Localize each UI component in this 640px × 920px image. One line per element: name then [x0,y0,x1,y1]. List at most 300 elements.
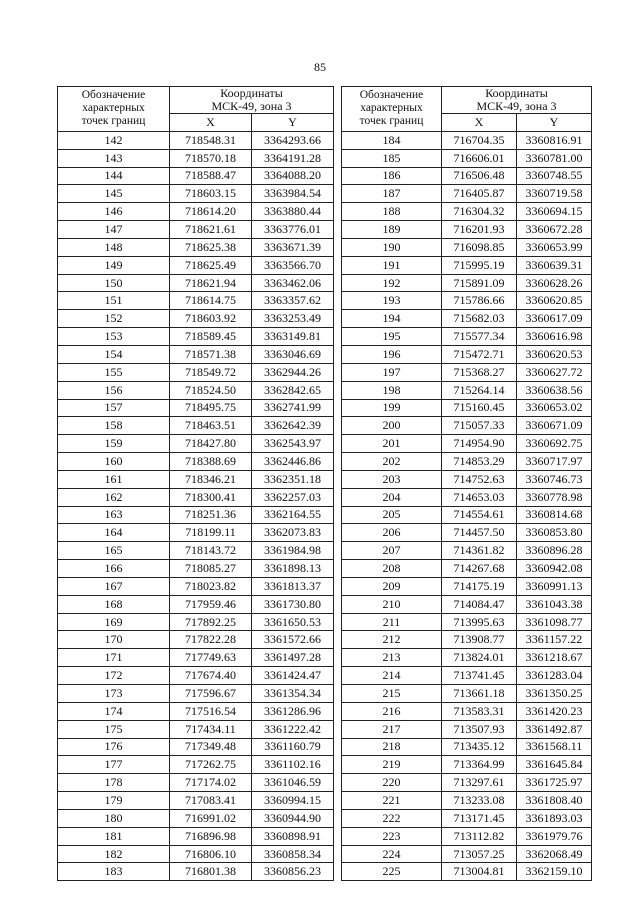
point-number: 166 [58,560,170,578]
x-coordinate: 715057.33 [442,417,517,435]
point-number: 148 [58,238,170,256]
point-number: 184 [342,131,442,149]
table-row [342,453,592,471]
table-row [58,399,334,417]
y-coordinate: 3360671.09 [517,417,592,435]
table-row [58,274,334,292]
point-number: 176 [58,738,170,756]
x-coordinate: 716704.35 [442,131,517,149]
y-coordinate: 3360719.58 [517,185,592,203]
x-coordinate: 718495.75 [170,399,252,417]
table-row [58,488,334,506]
x-coordinate: 714175.19 [442,577,517,595]
point-number: 201 [342,435,442,453]
y-coordinate: 3360853.80 [517,524,592,542]
x-coordinate: 717516.54 [170,702,252,720]
table-row [342,792,592,810]
table-row [342,738,592,756]
point-number: 178 [58,774,170,792]
table-row [342,488,592,506]
y-coordinate: 3363671.39 [252,238,334,256]
y-coordinate: 3361568.11 [517,738,592,756]
point-number: 206 [342,524,442,542]
y-coordinate: 3360620.53 [517,345,592,363]
point-number: 211 [342,613,442,631]
x-coordinate: 715472.71 [442,345,517,363]
x-coordinate: 718621.94 [170,274,252,292]
header-y: Y [517,114,592,132]
table-row [342,845,592,863]
table-row [58,863,334,881]
y-coordinate: 3360942.08 [517,560,592,578]
x-coordinate: 717674.40 [170,667,252,685]
x-coordinate: 716201.93 [442,221,517,239]
point-number: 167 [58,577,170,595]
x-coordinate: 716991.02 [170,809,252,827]
header-point-line: характерных [360,102,423,115]
x-coordinate: 718549.72 [170,363,252,381]
point-number: 194 [342,310,442,328]
point-number: 150 [58,274,170,292]
x-coordinate: 713908.77 [442,631,517,649]
y-coordinate: 3361813.37 [252,577,334,595]
table-body-left [58,131,334,880]
x-coordinate: 715368.27 [442,363,517,381]
table-row [342,256,592,274]
point-number: 196 [342,345,442,363]
table-row [342,435,592,453]
y-coordinate: 3360991.13 [517,577,592,595]
x-coordinate: 718625.49 [170,256,252,274]
table-row [342,131,592,149]
y-coordinate: 3361497.28 [252,649,334,667]
table-row [342,506,592,524]
header-point-line: Обозначение [359,89,424,102]
point-number: 199 [342,399,442,417]
y-coordinate: 3362073.83 [252,524,334,542]
table-row [58,542,334,560]
y-coordinate: 3362257.03 [252,488,334,506]
point-number: 147 [58,221,170,239]
y-coordinate: 3360628.26 [517,274,592,292]
y-coordinate: 3364191.28 [252,149,334,167]
point-number: 173 [58,685,170,703]
point-number: 215 [342,685,442,703]
y-coordinate: 3361043.38 [517,595,592,613]
point-number: 161 [58,470,170,488]
x-coordinate: 715264.14 [442,381,517,399]
point-number: 220 [342,774,442,792]
y-coordinate: 3361979.76 [517,827,592,845]
point-number: 212 [342,631,442,649]
y-coordinate: 3363149.81 [252,328,334,346]
table-row [58,631,334,649]
x-coordinate: 718570.18 [170,149,252,167]
table-row [58,738,334,756]
point-number: 172 [58,667,170,685]
table-row [58,667,334,685]
header-x: X [170,114,252,132]
table-row [342,827,592,845]
y-coordinate: 3364088.20 [252,167,334,185]
point-number: 144 [58,167,170,185]
header-point-line: характерных [82,102,145,115]
x-coordinate: 714267.68 [442,560,517,578]
x-coordinate: 715160.45 [442,399,517,417]
point-number: 160 [58,453,170,471]
y-coordinate: 3362642.39 [252,417,334,435]
y-coordinate: 3360944.90 [252,809,334,827]
x-coordinate: 717349.48 [170,738,252,756]
table-row [342,774,592,792]
y-coordinate: 3362351.18 [252,470,334,488]
table-row [58,792,334,810]
y-coordinate: 3360858.34 [252,845,334,863]
x-coordinate: 713297.61 [442,774,517,792]
y-coordinate: 3360814.68 [517,506,592,524]
point-number: 156 [58,381,170,399]
table-row [342,649,592,667]
y-coordinate: 3360692.75 [517,435,592,453]
x-coordinate: 713004.81 [442,863,517,881]
header-point-designation [58,87,170,132]
table-row [342,149,592,167]
y-coordinate: 3361898.13 [252,560,334,578]
x-coordinate: 716806.10 [170,845,252,863]
point-number: 189 [342,221,442,239]
table-row [58,203,334,221]
y-coordinate: 3363880.44 [252,203,334,221]
point-number: 205 [342,506,442,524]
x-coordinate: 715577.34 [442,328,517,346]
header-point-line: точек границ [359,115,424,128]
x-coordinate: 716405.87 [442,185,517,203]
point-number: 198 [342,381,442,399]
table-row [342,185,592,203]
point-number: 217 [342,720,442,738]
x-coordinate: 714853.29 [442,453,517,471]
x-coordinate: 715891.09 [442,274,517,292]
y-coordinate: 3361984.98 [252,542,334,560]
x-coordinate: 714457.50 [442,524,517,542]
point-number: 174 [58,702,170,720]
table-row [342,542,592,560]
x-coordinate: 718548.31 [170,131,252,149]
point-number: 210 [342,595,442,613]
y-coordinate: 3360994.15 [252,792,334,810]
point-number: 171 [58,649,170,667]
point-number: 169 [58,613,170,631]
y-coordinate: 3360694.15 [517,203,592,221]
point-number: 164 [58,524,170,542]
table-row [342,363,592,381]
x-coordinate: 715682.03 [442,310,517,328]
x-coordinate: 713995.63 [442,613,517,631]
point-number: 186 [342,167,442,185]
point-number: 187 [342,185,442,203]
point-number: 175 [58,720,170,738]
table-row [58,470,334,488]
point-number: 204 [342,488,442,506]
table-row [58,720,334,738]
y-coordinate: 3363984.54 [252,185,334,203]
x-coordinate: 716606.01 [442,149,517,167]
x-coordinate: 713171.45 [442,809,517,827]
y-coordinate: 3361157.22 [517,631,592,649]
x-coordinate: 718346.21 [170,470,252,488]
x-coordinate: 718023.82 [170,577,252,595]
point-number: 168 [58,595,170,613]
header-y: Y [252,114,334,132]
y-coordinate: 3361160.79 [252,738,334,756]
table-row [58,506,334,524]
y-coordinate: 3360672.28 [517,221,592,239]
point-number: 177 [58,756,170,774]
x-coordinate: 718300.41 [170,488,252,506]
y-coordinate: 3362543.97 [252,435,334,453]
y-coordinate: 3361354.34 [252,685,334,703]
point-number: 200 [342,417,442,435]
x-coordinate: 713057.25 [442,845,517,863]
x-coordinate: 717174.02 [170,774,252,792]
point-number: 188 [342,203,442,221]
table-row [58,221,334,239]
y-coordinate: 3360778.98 [517,488,592,506]
y-coordinate: 3363776.01 [252,221,334,239]
point-number: 158 [58,417,170,435]
point-number: 203 [342,470,442,488]
coordinates-table-right [341,86,592,881]
point-number: 195 [342,328,442,346]
point-number: 142 [58,131,170,149]
y-coordinate: 3361645.84 [517,756,592,774]
table-row [342,381,592,399]
x-coordinate: 716801.38 [170,863,252,881]
point-number: 223 [342,827,442,845]
table-row [342,417,592,435]
y-coordinate: 3363462.06 [252,274,334,292]
table-row [342,203,592,221]
table-row [58,595,334,613]
point-number: 183 [58,863,170,881]
y-coordinate: 3361350.25 [517,685,592,703]
table-row [58,345,334,363]
point-number: 152 [58,310,170,328]
point-number: 157 [58,399,170,417]
table-row [58,845,334,863]
point-number: 170 [58,631,170,649]
x-coordinate: 714554.61 [442,506,517,524]
table-row [58,185,334,203]
y-coordinate: 3361283.04 [517,667,592,685]
table-row [58,756,334,774]
x-coordinate: 717822.28 [170,631,252,649]
header-coordinate-system: МСК-49, зона 3 [211,99,292,113]
table-row [342,595,592,613]
table-row [58,417,334,435]
x-coordinate: 718621.61 [170,221,252,239]
table-row [58,702,334,720]
y-coordinate: 3360627.72 [517,363,592,381]
table-row [342,577,592,595]
table-row [342,274,592,292]
table-row [342,685,592,703]
point-number: 213 [342,649,442,667]
x-coordinate: 717434.11 [170,720,252,738]
table-row [58,613,334,631]
table-row [342,631,592,649]
table-row [58,524,334,542]
point-number: 190 [342,238,442,256]
y-coordinate: 3362446.86 [252,453,334,471]
header-coordinates-title: Координаты [485,86,548,100]
x-coordinate: 713824.01 [442,649,517,667]
table-row [342,809,592,827]
table-row [342,613,592,631]
point-number: 146 [58,203,170,221]
header-point-line: Обозначение [81,89,146,102]
table-row [342,345,592,363]
point-number: 151 [58,292,170,310]
y-coordinate: 3361725.97 [517,774,592,792]
table-row [342,667,592,685]
point-number: 191 [342,256,442,274]
x-coordinate: 717749.63 [170,649,252,667]
x-coordinate: 718614.75 [170,292,252,310]
y-coordinate: 3361424.47 [252,667,334,685]
y-coordinate: 3360653.02 [517,399,592,417]
x-coordinate: 718571.38 [170,345,252,363]
header-point-designation [342,87,442,132]
point-number: 209 [342,577,442,595]
table-row [342,863,592,881]
point-number: 182 [58,845,170,863]
header-coordinates-title: Координаты [220,86,283,100]
point-number: 208 [342,560,442,578]
table-row [342,560,592,578]
y-coordinate: 3362944.26 [252,363,334,381]
header-point-line: точек границ [81,115,146,128]
x-coordinate: 718625.38 [170,238,252,256]
x-coordinate: 717596.67 [170,685,252,703]
x-coordinate: 718588.47 [170,167,252,185]
point-number: 216 [342,702,442,720]
y-coordinate: 3362159.10 [517,863,592,881]
y-coordinate: 3360639.31 [517,256,592,274]
y-coordinate: 3361808.40 [517,792,592,810]
point-number: 149 [58,256,170,274]
point-number: 163 [58,506,170,524]
table-row [58,827,334,845]
table-row [58,149,334,167]
table-row [342,720,592,738]
y-coordinate: 3361893.03 [517,809,592,827]
point-number: 185 [342,149,442,167]
table-row [58,256,334,274]
table-row [342,328,592,346]
y-coordinate: 3362068.49 [517,845,592,863]
x-coordinate: 718143.72 [170,542,252,560]
y-coordinate: 3361730.80 [252,595,334,613]
x-coordinate: 714752.63 [442,470,517,488]
y-coordinate: 3363046.69 [252,345,334,363]
x-coordinate: 713364.99 [442,756,517,774]
point-number: 153 [58,328,170,346]
point-number: 219 [342,756,442,774]
x-coordinate: 716506.48 [442,167,517,185]
table-row [58,292,334,310]
x-coordinate: 718603.15 [170,185,252,203]
x-coordinate: 717083.41 [170,792,252,810]
y-coordinate: 3361046.59 [252,774,334,792]
point-number: 193 [342,292,442,310]
point-number: 214 [342,667,442,685]
x-coordinate: 714361.82 [442,542,517,560]
x-coordinate: 716304.32 [442,203,517,221]
table-row [58,238,334,256]
table-row [58,453,334,471]
x-coordinate: 717959.46 [170,595,252,613]
table-row [58,809,334,827]
y-coordinate: 3361286.96 [252,702,334,720]
table-row [58,685,334,703]
x-coordinate: 713435.12 [442,738,517,756]
header-coordinates [442,87,592,114]
table-row [342,167,592,185]
table-row [342,310,592,328]
x-coordinate: 717262.75 [170,756,252,774]
table-row [342,756,592,774]
point-number: 221 [342,792,442,810]
table-row [58,560,334,578]
y-coordinate: 3363357.62 [252,292,334,310]
table-row [58,131,334,149]
table-row [58,381,334,399]
y-coordinate: 3360896.28 [517,542,592,560]
x-coordinate: 718388.69 [170,453,252,471]
x-coordinate: 715995.19 [442,256,517,274]
y-coordinate: 3361218.67 [517,649,592,667]
header-x: X [442,114,517,132]
table-row [342,221,592,239]
point-number: 155 [58,363,170,381]
x-coordinate: 714084.47 [442,595,517,613]
y-coordinate: 3360748.55 [517,167,592,185]
y-coordinate: 3361572.66 [252,631,334,649]
y-coordinate: 3360620.85 [517,292,592,310]
x-coordinate: 713661.18 [442,685,517,703]
table-row [342,702,592,720]
point-number: 192 [342,274,442,292]
y-coordinate: 3361492.87 [517,720,592,738]
x-coordinate: 713112.82 [442,827,517,845]
y-coordinate: 3360653.99 [517,238,592,256]
point-number: 180 [58,809,170,827]
y-coordinate: 3360898.91 [252,827,334,845]
y-coordinate: 3360856.23 [252,863,334,881]
y-coordinate: 3362842.65 [252,381,334,399]
x-coordinate: 718589.45 [170,328,252,346]
y-coordinate: 3360816.91 [517,131,592,149]
table-row [58,328,334,346]
x-coordinate: 715786.66 [442,292,517,310]
x-coordinate: 716896.98 [170,827,252,845]
y-coordinate: 3362164.55 [252,506,334,524]
table-row [342,470,592,488]
coordinates-table-left [57,86,334,881]
point-number: 202 [342,453,442,471]
point-number: 222 [342,809,442,827]
